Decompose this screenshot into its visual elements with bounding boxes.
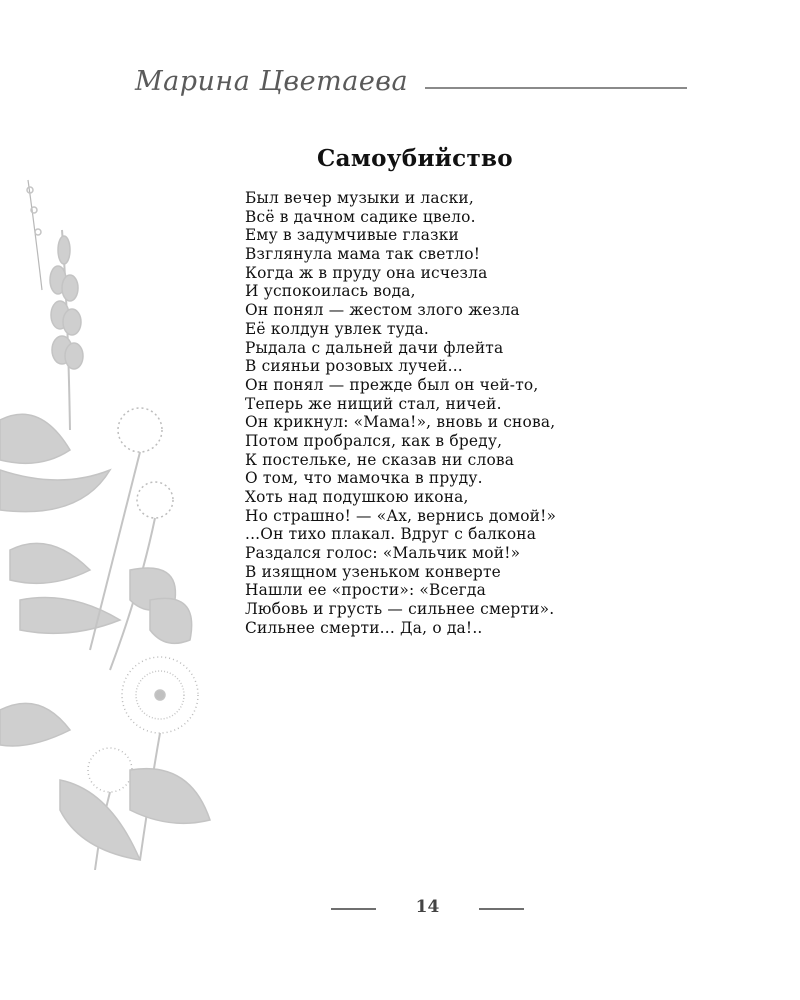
poem-line: Потом пробрался, как в бреду, bbox=[245, 431, 503, 450]
author-name: Марина Цветаева bbox=[135, 66, 409, 97]
poem-line: Её колдун увлек туда. bbox=[245, 319, 430, 338]
poem-line: Был вечер музыки и ласки, bbox=[245, 189, 474, 207]
poem-line: К постельке, не сказав ни слова bbox=[245, 450, 515, 469]
poem-line: ...Он тихо плакал. Вдруг с балкона bbox=[245, 525, 537, 544]
footer-rule-right bbox=[479, 908, 524, 910]
header-rule bbox=[425, 87, 687, 89]
poem-line: Сильнее смерти... Да, о да!.. bbox=[245, 618, 483, 637]
poem-line: Рыдала с дальней дачи флейта bbox=[245, 338, 504, 357]
poem-line: Нашли ее «прости»: «Всегда bbox=[245, 581, 486, 600]
poem-line: В сияньи розовых лучей... bbox=[245, 357, 463, 376]
poem-line: Теперь же нищий стал, ничей. bbox=[245, 394, 502, 413]
poem-line: Ему в задумчивые глазки bbox=[245, 226, 460, 245]
poem-line: Когда ж в пруду она исчезла bbox=[245, 263, 488, 282]
poem-line: Всё в дачном садике цвело. bbox=[245, 207, 476, 226]
poem-line: Взглянула мама так светло! bbox=[245, 245, 481, 264]
poem-text bbox=[245, 189, 556, 638]
poem-line: И успокоилась вода, bbox=[245, 282, 416, 301]
poem-line: Раздался голос: «Мальчик мой!» bbox=[245, 544, 521, 563]
poem-line: О том, что мамочка в пруду. bbox=[245, 469, 483, 488]
footer-rule-left bbox=[331, 908, 376, 910]
poem-line: Любовь и грусть — сильнее смерти». bbox=[245, 600, 555, 619]
poem-title: Самоубийство bbox=[317, 145, 513, 172]
page-number: 14 bbox=[415, 897, 440, 917]
wildflowers-dandelion-icon bbox=[0, 170, 260, 870]
poem-line: Он крикнул: «Мама!», вновь и снова, bbox=[245, 413, 556, 432]
page-footer bbox=[0, 893, 800, 923]
poem-line: Он понял — жестом злого жезла bbox=[245, 301, 520, 320]
poem-line: Но страшно! — «Ах, вернись домой!» bbox=[245, 506, 557, 525]
poem-line: В изящном узеньком конверте bbox=[245, 562, 501, 581]
poem-line: Хоть над подушкою икона, bbox=[245, 488, 469, 506]
running-header bbox=[135, 62, 695, 112]
poem-line: Он понял — прежде был он чей-то, bbox=[245, 375, 539, 394]
